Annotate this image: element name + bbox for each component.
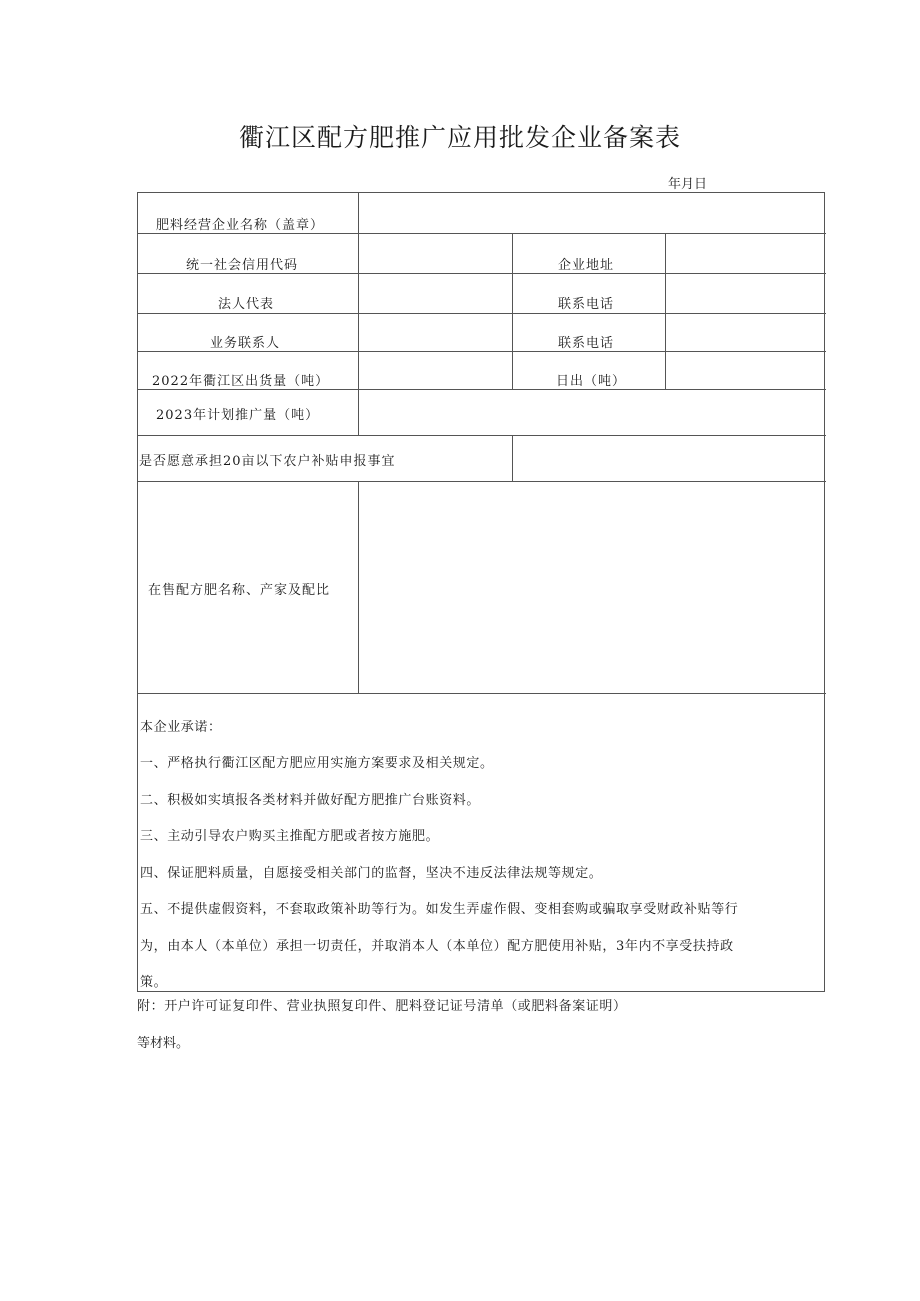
shipment-2022-field[interactable] bbox=[359, 352, 511, 389]
contact-phone-label: 联系电话 bbox=[558, 336, 615, 351]
phone-label: 联系电话 bbox=[558, 297, 615, 312]
attachment-note-tail: 等材料。 bbox=[137, 1036, 190, 1051]
daily-out-field[interactable] bbox=[666, 352, 825, 389]
credit-code-field[interactable] bbox=[359, 234, 511, 273]
contact-phone-field[interactable] bbox=[666, 314, 825, 351]
form-title: 衢江区配方肥推广应用批发企业备案表 bbox=[238, 123, 681, 152]
row-divider bbox=[138, 693, 826, 694]
pledge-item: 为，由本人（本单位）承担一切责任，并取消本人（本单位）配方肥使用补贴，3年内不享受扶持政 bbox=[140, 939, 734, 954]
shipment-2022-label: 2022年衢江区出货量（吨） bbox=[152, 374, 330, 389]
products-label: 在售配方肥名称、产家及配比 bbox=[148, 583, 331, 598]
legal-rep-label: 法人代表 bbox=[218, 297, 275, 312]
pledge-item: 二、积极如实填报各类材料并做好配方肥推广台账资料。 bbox=[140, 793, 481, 808]
contact-person-label: 业务联系人 bbox=[210, 336, 281, 351]
credit-code-label: 统一社会信用代码 bbox=[186, 258, 299, 273]
subsidy-willing-field[interactable] bbox=[513, 436, 825, 481]
phone-field[interactable] bbox=[666, 274, 825, 313]
plan-2023-label: 2023年计划推广量（吨） bbox=[156, 408, 320, 423]
attachment-note: 附：开户许可证复印件、营业执照复印件、肥料登记证号清单（或肥料备案证明） bbox=[137, 999, 627, 1014]
company-name-field[interactable] bbox=[359, 193, 825, 233]
subsidy-willing-label: 是否愿意承担20亩以下农户补贴申报事宜 bbox=[139, 454, 396, 469]
pledge-item: 五、不提供虚假资料，不套取政策补助等行为。如发生弄虚作假、变相套购或骗取享受财政补贴等行 bbox=[140, 902, 739, 917]
plan-2023-field[interactable] bbox=[359, 390, 825, 435]
pledge-item: 策。 bbox=[140, 975, 168, 990]
pledge-heading: 本企业承诺： bbox=[140, 720, 222, 735]
pledge-item: 一、严格执行衢江区配方肥应用实施方案要求及相关规定。 bbox=[140, 756, 494, 771]
date-label: 年月日 bbox=[668, 177, 708, 192]
daily-out-label: 日出（吨） bbox=[556, 374, 627, 389]
registration-form bbox=[137, 192, 825, 992]
products-field[interactable] bbox=[359, 482, 825, 693]
pledge-item: 三、主动引导农户购买主推配方肥或者按方施肥。 bbox=[140, 829, 440, 844]
address-field[interactable] bbox=[666, 234, 825, 273]
column-divider bbox=[512, 233, 513, 389]
address-label: 企业地址 bbox=[558, 258, 615, 273]
company-name-label: 肥料经营企业名称（盖章） bbox=[156, 218, 325, 233]
pledge-item: 四、保证肥料质量，自愿接受相关部门的监督，坚决不违反法律法规等规定。 bbox=[140, 866, 603, 881]
contact-person-field[interactable] bbox=[359, 314, 511, 351]
legal-rep-field[interactable] bbox=[359, 274, 511, 313]
